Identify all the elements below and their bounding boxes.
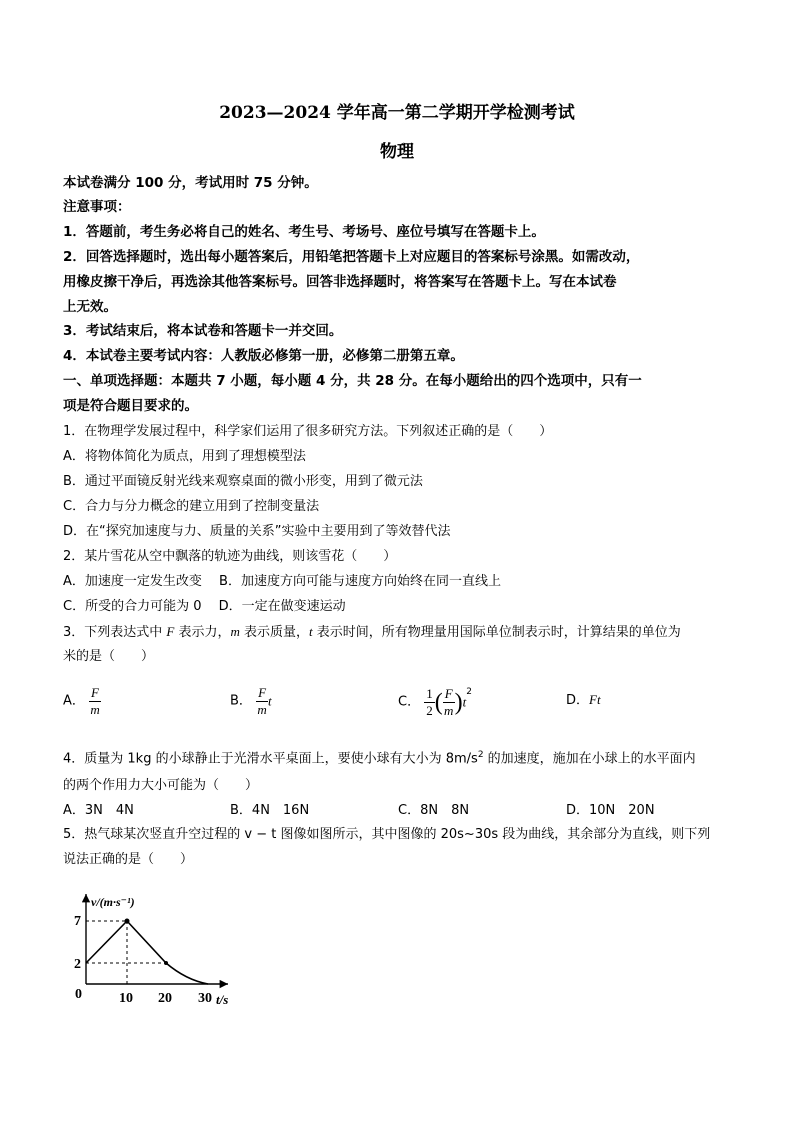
question-3-stem: 3．下列表达式中 F 表示力，m 表示质量，t 表示时间，所有物理量用国际单位制表示时，计算结果的单位为 (63, 624, 681, 640)
question-5-stem-line2: 说法正确的是（ ） (63, 852, 194, 867)
question-4-option-b: B．4N 16N (230, 803, 310, 818)
note-line: 4．本试卷主要考试内容：人教版必修第一册，必修第二册第五章。 (63, 348, 464, 364)
y-tick-label: 7 (74, 914, 81, 929)
note-line: 2．回答选择题时，选出每小题答案后，用铅笔把答题卡上对应题目的答案标号涂黑。如需改动， (63, 249, 640, 265)
question-3-option-b: B． $\frac{F}{m}$ t (230, 685, 272, 717)
section-heading: 项是符合题目要求的。 (63, 398, 198, 414)
note-line: 上无效。 (63, 299, 117, 315)
vertex-point (164, 961, 168, 965)
question-1-option-a: A．将物体简化为质点，用到了理想模型法 (63, 449, 306, 464)
note-line: 用橡皮擦干净后，再选涂其他答案标号。回答非选择题时，将答案写在答题卡上。写在本试卷 (63, 274, 617, 290)
question-1-option-b: B．通过平面镜反射光线来观察桌面的微小形变，用到了微元法 (63, 474, 423, 489)
note-line: 1．答题前，考生务必将自己的姓名、考生号、考场号、座位号填写在答题卡上。 (63, 224, 545, 240)
question-1-stem: 1．在物理学发展过程中，科学家们运用了很多研究方法。下列叙述正确的是（ ） (63, 424, 553, 439)
question-3-stem-line2: 米的是（ ） (63, 649, 155, 664)
fraction-f-over-m: $\frac{F}{m}$ (444, 686, 454, 718)
fraction-f-over-m: $\frac{F}{m}$ (90, 685, 100, 717)
question-5-stem: 5．热气球某次竖直升空过程的 v − t 图像如图所示，其中图像的 20s~30s 段为曲线，其余部分为直线，则下列 (63, 827, 711, 842)
question-4-option-a: A．3N 4N (63, 803, 134, 818)
x-tick-label: 20 (158, 991, 172, 1006)
question-3-option-d: D．Ft (566, 692, 601, 708)
origin-label: 0 (75, 987, 82, 1002)
y-tick-label: 2 (74, 957, 81, 972)
question-4-stem-line2: 的两个作用力大小可能为（ ） (63, 778, 259, 793)
x-tick-label: 10 (119, 991, 133, 1006)
question-3-option-c: C． $\frac{1}{2}$ ( $\frac{F}{m}$ )$t^2$ (398, 686, 473, 718)
note-line: 3．考试结束后，将本试卷和答题卡一并交回。 (63, 323, 343, 339)
vt-graph (66, 880, 246, 1010)
vt-curve (86, 921, 208, 984)
fraction-f-over-m: $\frac{F}{m}$ (257, 685, 267, 717)
question-2-options-ab: A．加速度一定发生改变 B．加速度方向可能与速度方向始终在同一直线上 (63, 574, 501, 589)
section-heading: 一、单项选择题：本题共 7 小题，每小题 4 分，共 28 分。在每小题给出的四个选项中，只有一 (63, 373, 642, 389)
x-axis-label: t/s (216, 992, 229, 1007)
question-1-option-c: C．合力与分力概念的建立用到了控制变量法 (63, 499, 320, 514)
x-tick-label: 30 (198, 991, 212, 1006)
exam-subject: 物理 (380, 142, 414, 162)
question-4-stem: 4．质量为 1kg 的小球静止于光滑水平桌面上，要使小球有大小为 $8m/s^2$ 的加速度，施加在小球上的水平面内 (63, 750, 696, 767)
question-2-stem: 2．某片雪花从空中飘落的轨迹为曲线，则该雪花（ ） (63, 549, 397, 564)
question-1-option-d: D．在“探究加速度与力、质量的关系”实验中主要用到了等效替代法 (63, 524, 451, 539)
score-note: 本试卷满分 100 分，考试用时 75 分钟。 (63, 175, 318, 191)
fraction-one-half: $\frac{1}{2}$ (426, 686, 433, 718)
exam-title: 2023—2024 学年高一第二学期开学检测考试 (219, 103, 575, 123)
question-2-options-cd: C．所受的合力可能为 0 D．一定在做变速运动 (63, 599, 346, 614)
question-4-option-d: D．10N 20N (566, 803, 655, 818)
vertex-point (125, 919, 130, 924)
question-3-option-a: A． $\frac{F}{m}$ (63, 685, 100, 717)
notes-heading: 注意事项： (63, 199, 131, 215)
y-axis-label: v/(m·s⁻¹) (91, 895, 135, 909)
question-4-option-c: C．8N 8N (398, 803, 470, 818)
